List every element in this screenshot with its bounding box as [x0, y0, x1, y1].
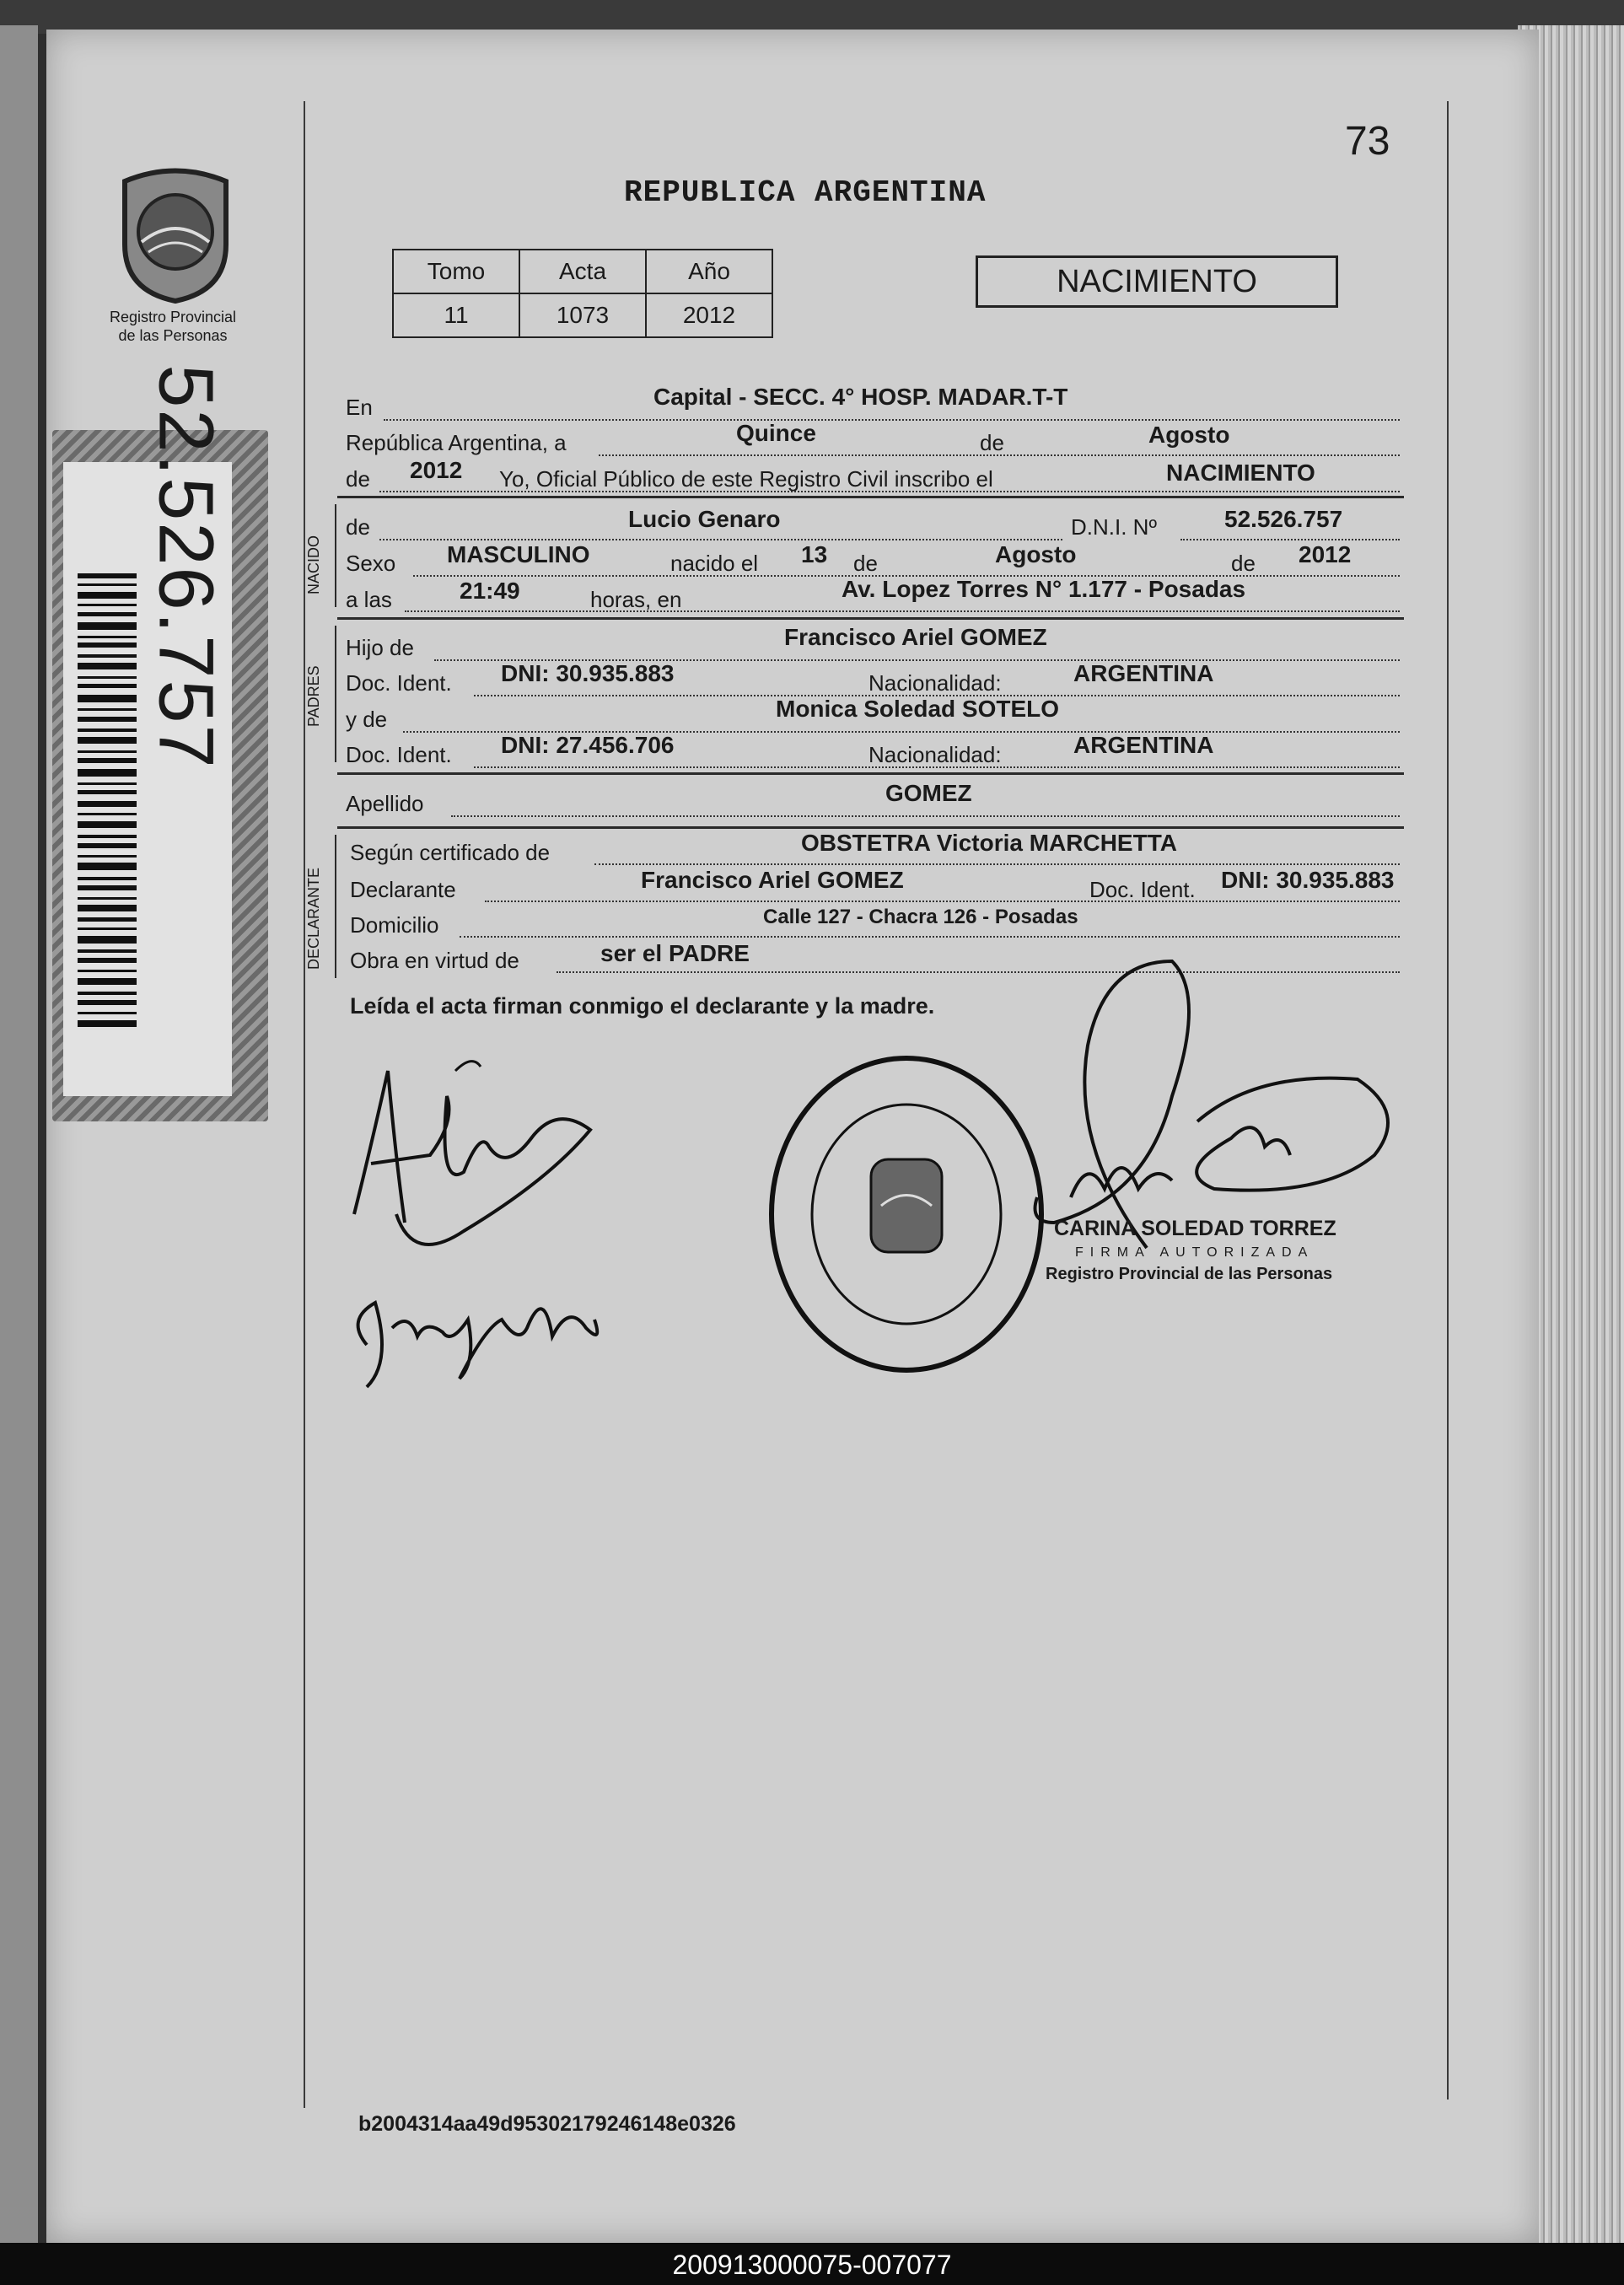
label-hijo-de: Hijo de — [346, 635, 414, 660]
label-horas: horas, en — [590, 587, 682, 612]
right-margin-rule — [1447, 101, 1449, 2100]
label-segun: Según certificado de — [350, 840, 551, 865]
scan-frame-top — [0, 0, 1624, 34]
barcode-icon — [78, 573, 137, 1029]
emblem-caption-line1: Registro Provincial — [109, 309, 237, 325]
scan-id: 200913000075-007077 — [672, 2250, 952, 2280]
dotted-line — [384, 417, 1400, 421]
section-divider — [337, 617, 1404, 620]
label-nacido: nacido el — [670, 551, 759, 576]
label-nacionalidad: Nacionalidad: — [868, 670, 1002, 696]
dotted-line — [460, 934, 1400, 938]
dotted-line — [379, 489, 1400, 492]
declarant-doc: DNI: 30.935.883 — [1221, 867, 1395, 893]
section-bracket — [335, 626, 336, 762]
mother-nationality: ARGENTINA — [1073, 732, 1214, 758]
label-en: En — [346, 395, 373, 420]
section-divider — [337, 496, 1404, 498]
certificate: OBSTETRA Victoria MARCHETTA — [801, 830, 1177, 856]
registry-table — [392, 249, 773, 338]
official-registry: Registro Provincial de las Personas — [1046, 1265, 1333, 1283]
registry-header-tomo: Tomo — [393, 250, 519, 293]
label-apellido: Apellido — [346, 791, 424, 816]
father-name: Francisco Ariel GOMEZ — [784, 624, 1047, 650]
label-declarante: Declarante — [350, 877, 456, 902]
label-sexo: Sexo — [346, 551, 396, 576]
registry-acta: 1073 — [519, 293, 646, 337]
birth-year: 2012 — [1299, 541, 1352, 567]
official-role: FIRMA AUTORIZADA — [1075, 1245, 1315, 1260]
label-de: de — [980, 430, 1004, 455]
barcode-number: 52.526.757 — [143, 364, 229, 770]
dotted-line — [405, 609, 1400, 612]
surname: GOMEZ — [885, 780, 972, 806]
registry-header-row — [393, 250, 772, 293]
side-label-nacido: NACIDO — [305, 535, 322, 594]
record-type: NACIMIENTO — [976, 255, 1338, 308]
section-bracket — [335, 835, 336, 978]
label-de-3: de — [346, 514, 370, 540]
father-doc: DNI: 30.935.883 — [501, 660, 675, 686]
registry-header-ano: Año — [646, 250, 772, 293]
document-title: REPUBLICA ARGENTINA — [624, 175, 987, 210]
section-divider — [337, 772, 1404, 775]
label-nacionalidad-2: Nacionalidad: — [868, 742, 1002, 767]
place: Capital - SECC. 4° HOSP. MADAR.T-T — [653, 384, 1068, 410]
label-domicilio: Domicilio — [350, 912, 439, 938]
declarant: Francisco Ariel GOMEZ — [641, 867, 904, 893]
registry-ano: 2012 — [646, 293, 772, 337]
birth-time: 21:49 — [460, 578, 520, 604]
official-name: CARINA SOLEDAD TORREZ — [1054, 1217, 1336, 1240]
label-doc-ident-3: Doc. Ident. — [1089, 877, 1196, 902]
mother-signature — [341, 1269, 620, 1395]
label-a-las: a las — [346, 587, 392, 612]
mother-doc: DNI: 27.456.706 — [501, 732, 675, 758]
margin-rule — [304, 101, 305, 2108]
section-bracket — [335, 504, 336, 607]
address: Calle 127 - Chacra 126 - Posadas — [763, 906, 1078, 928]
label-republica: República Argentina, a — [346, 430, 567, 455]
dotted-line — [594, 862, 1400, 865]
father-nationality: ARGENTINA — [1073, 660, 1214, 686]
mother-name: Monica Soledad SOTELO — [776, 696, 1060, 722]
child-name: Lucio Genaro — [628, 506, 781, 532]
label-y-de: y de — [346, 707, 388, 732]
label-doc-ident-2: Doc. Ident. — [346, 742, 452, 767]
side-label-declarante: DECLARANTE — [305, 867, 322, 970]
inscription: NACIMIENTO — [1166, 460, 1315, 486]
oficial-text: Yo, Oficial Público de este Registro Civil inscribo el — [499, 466, 993, 492]
dotted-line — [485, 899, 1400, 902]
document-hash: b2004314aa49d95302179246148e0326 — [358, 2112, 736, 2136]
emblem-caption-line2: de las Personas — [118, 327, 228, 344]
label-de-4: de — [853, 551, 878, 576]
declarant-signature — [337, 1046, 641, 1282]
dotted-line — [451, 814, 1400, 817]
capacity: ser el PADRE — [600, 940, 750, 966]
signing-statement: Leída el acta firman conmigo el declarante y la madre. — [350, 993, 935, 1019]
label-de-2: de — [346, 466, 370, 492]
birth-place: Av. Lopez Torres N° 1.177 - Posadas — [842, 576, 1246, 602]
label-de-5: de — [1231, 551, 1256, 576]
month: Agosto — [1148, 422, 1230, 448]
section-divider — [337, 826, 1404, 829]
year: 2012 — [410, 457, 463, 483]
birth-month: Agosto — [995, 541, 1077, 567]
child-dni: 52.526.757 — [1224, 506, 1343, 532]
label-obra: Obra en virtud de — [350, 948, 519, 973]
book-left-edge — [0, 25, 38, 2243]
birth-day: 13 — [801, 541, 828, 567]
dotted-line — [1180, 537, 1400, 540]
dotted-line — [379, 537, 1062, 540]
page-number: 73 — [1345, 119, 1390, 164]
label-doc-ident: Doc. Ident. — [346, 670, 452, 696]
registry-value-row — [393, 293, 772, 337]
registry-tomo: 11 — [393, 293, 519, 337]
day-text: Quince — [736, 420, 816, 446]
side-label-padres: PADRES — [305, 665, 322, 727]
sex: MASCULINO — [447, 541, 590, 567]
registry-header-acta: Acta — [519, 250, 646, 293]
label-dni: D.N.I. Nº — [1071, 514, 1157, 540]
